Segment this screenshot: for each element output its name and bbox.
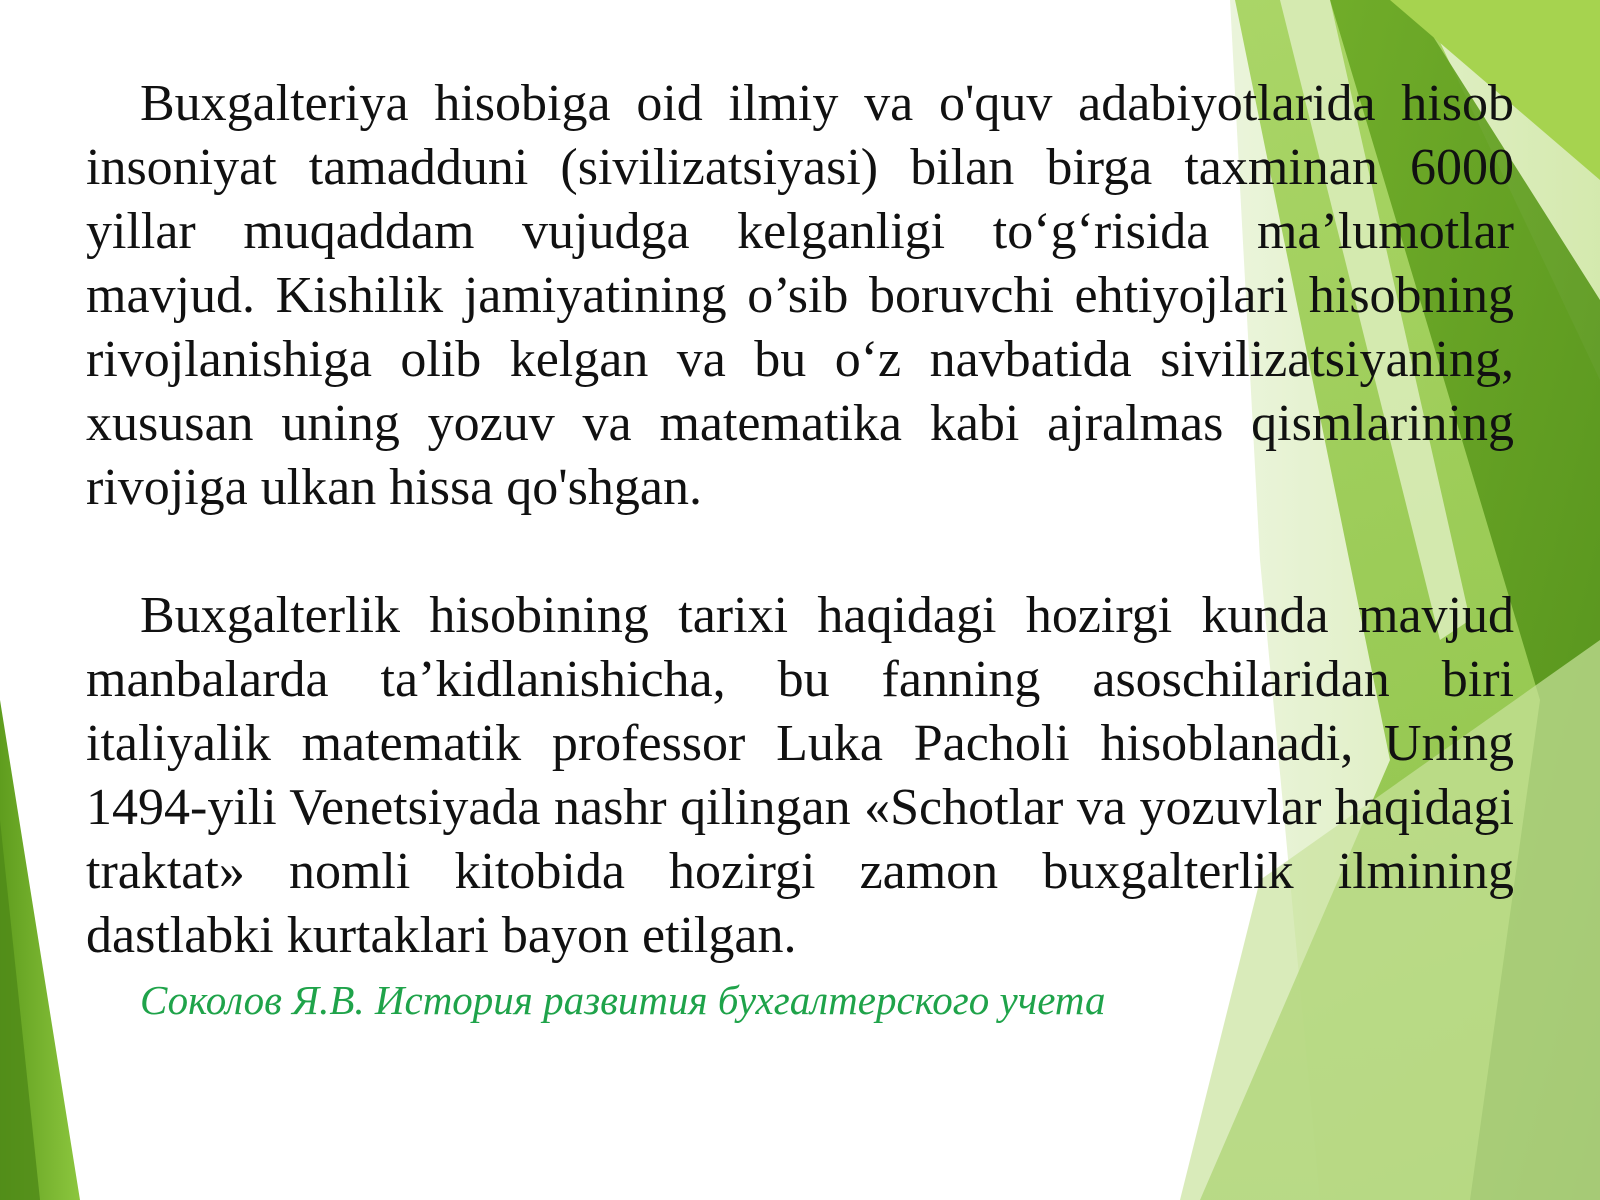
paragraph-1: Buxgalteriya hisobiga oid ilmiy va o'quv adabiyotlarida hisob insoniyat tamadduni (sivilizatsiyasi) bilan birga taxminan 6000 yillar muqaddam vujudga kelganligi to‘g‘risida ma’lumotlar mavjud. Kishilik jamiyatining o’sib boruvchi ehtiyojlari hisobning rivojlanishiga olib kelgan va bu o‘z navbatida sivilizatsiyaning, xususan uning yozuv va matematika kabi ajralmas qismlarining rivojiga ulkan hissa qo'shgan. [86, 75, 1514, 516]
slide-body [86, 72, 1514, 1026]
paragraph-2: Buxgalterlik hisobining tarixi haqidagi hozirgi kunda mavjud manbalarda ta’kidlanishicha, bu fanning asoschilaridan biri italiyalik matematik professor Luka Pacholi hisoblanadi, Uning 1494-yili Venetsiyada nashr qilingan «Schotlar va yozuvlar haqidagi traktat» nomli kitobida hozirgi zamon buxgalterlik ilmining dastlabki kurtaklari bayon etilgan. [86, 587, 1514, 964]
citation: Соколов Я.В. История развития бухгалтерского учета [140, 977, 1106, 1023]
